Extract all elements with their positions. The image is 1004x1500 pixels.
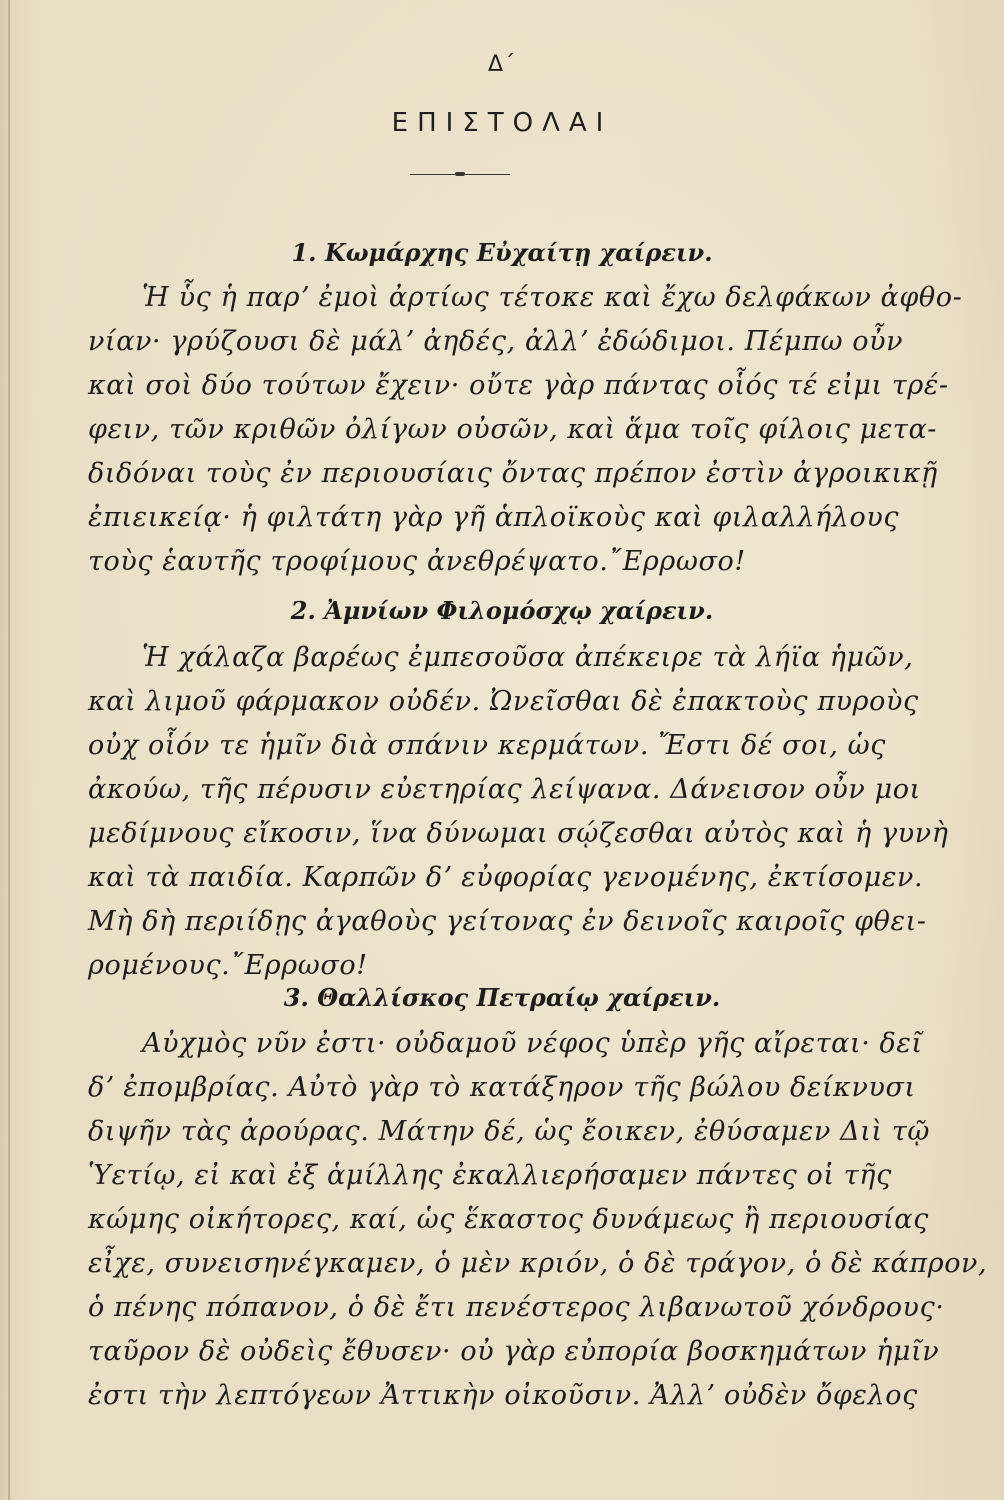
letter-2-line: ρομένους.῎Ερρωσο! xyxy=(88,950,368,981)
letter-2-line: Μὴ δὴ περιίδῃς ἀγαθοὺς γείτονας ἐν δεινοῖς καιροῖς φθει- xyxy=(88,906,927,937)
page-gutter xyxy=(8,0,10,1500)
letter-2-line: οὐχ οἷόν τε ἡμῖν διὰ σπάνιν κερμάτων. Ἔστι δέ σοι, ὡς xyxy=(88,730,886,761)
letter-1-line: Ἡ ὗς ἡ παρʼ ἐμοὶ ἀρτίως τέτοκε καὶ ἔχω δελφάκων ἀφθο- xyxy=(142,282,963,313)
letter-3-line: δʼ ἐπομβρίας. Αὐτὸ γὰρ τὸ κατάξηρον τῆς βώλου δείκνυσι xyxy=(88,1072,916,1103)
letter-2-line: Ἡ χάλαζα βαρέως ἐμπεσοῦσα ἀπέκειρε τὰ λήϊα ἡμῶν, xyxy=(142,642,914,673)
letter-2-line: καὶ λιμοῦ φάρμακον οὐδέν. Ὠνεῖσθαι δὲ ἐπακτοὺς πυροὺς xyxy=(88,686,919,717)
letter-1-line: ἐπιεικείᾳ· ἡ φιλτάτη γὰρ γῆ ἁπλοϊκοὺς καὶ φιλαλλήλους xyxy=(88,502,900,533)
letter-3-line: διψῆν τὰς ἀρούρας. Μάτην δέ, ὡς ἔοικεν, ἐθύσαμεν Διὶ τῷ xyxy=(88,1116,931,1147)
letter-2-heading: 2. Ἀμνίων Φιλομόσχῳ χαίρειν. xyxy=(290,596,714,625)
letter-1-line: τοὺς ἑαυτῆς τροφίμους ἀνεθρέψατο.῎Ερρωσο! xyxy=(88,546,746,577)
section-number: Δ΄ xyxy=(487,52,517,77)
letter-2-line: ἀκούω, τῆς πέρυσιν εὐετηρίας λείψανα. Δάνεισον οὖν μοι xyxy=(88,774,921,805)
letter-3-line: ὁ πένης πόπανον, ὁ δὲ ἔτι πενέστερος λιβανωτοῦ χόνδρους· xyxy=(88,1292,945,1323)
letter-2-line: μεδίμνους εἴκοσιν, ἵνα δύνωμαι σῴζεσθαι αὐτὸς καὶ ἡ γυνὴ xyxy=(88,818,949,849)
letter-1-heading: 1. Κωμάρχης Εὐχαίτῃ χαίρειν. xyxy=(291,238,713,267)
chapter-title: ΕΠΙΣΤΟΛΑΙ xyxy=(391,108,613,138)
title-rule-ornament xyxy=(455,172,465,176)
letter-1-line: καὶ σοὶ δύο τούτων ἔχειν· οὔτε γὰρ πάντας οἷός τέ εἰμι τρέ- xyxy=(88,370,949,401)
letter-3-line: ταῦρον δὲ οὐδεὶς ἔθυσεν· οὐ γὰρ εὐπορία βοσκημάτων ἡμῖν xyxy=(88,1336,940,1367)
letter-3-line: ἐστι τὴν λεπτόγεων Ἀττικὴν οἰκοῦσιν. Ἀλλʼ οὐδὲν ὄφελος xyxy=(88,1380,918,1411)
letter-2-line: καὶ τὰ παιδία. Καρπῶν δʼ εὐφορίας γενομένης, ἐκτίσομεν. xyxy=(88,862,924,893)
letter-3-line: Ὑετίῳ, εἰ καὶ ἐξ ἁμίλλης ἐκαλλιερήσαμεν πάντες οἱ τῆς xyxy=(88,1160,892,1191)
letter-3-line: Αὐχμὸς νῦν ἐστι· οὐδαμοῦ νέφος ὑπὲρ γῆς αἴρεται· δεῖ xyxy=(142,1028,923,1059)
letter-3-heading: 3. Θαλλίσκος Πετραίῳ χαίρειν. xyxy=(283,983,721,1012)
letter-3-line: εἶχε, συνεισηνέγκαμεν, ὁ μὲν κριόν, ὁ δὲ τράγον, ὁ δὲ κάπρον, xyxy=(88,1248,988,1279)
letter-1-line: διδόναι τοὺς ἐν περιουσίαις ὄντας πρέπον ἐστὶν ἀγροικικῇ xyxy=(88,458,938,489)
letter-1-line: φειν, τῶν κριθῶν ὀλίγων οὐσῶν, καὶ ἅμα τοῖς φίλοις μετα- xyxy=(88,414,938,445)
letter-3-line: κώμης οἰκήτορες, καί, ὡς ἕκαστος δυνάμεως ἢ περιουσίας xyxy=(88,1204,929,1235)
letter-1-line: νίαν· γρύζουσι δὲ μάλʼ ἀηδές, ἀλλʼ ἐδώδιμοι. Πέμπω οὖν xyxy=(88,326,904,357)
